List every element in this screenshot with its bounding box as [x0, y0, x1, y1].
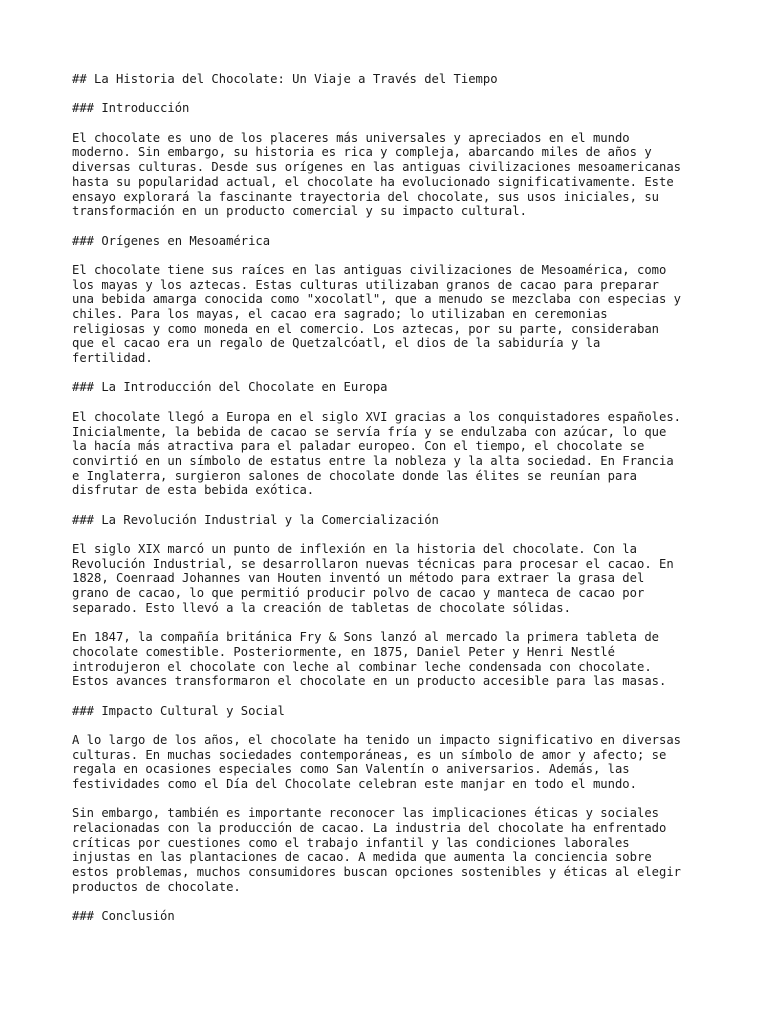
paragraph-line: Estos avances transformaron el chocolate en un producto accesible para las masas. — [72, 674, 667, 689]
paragraph-line: A lo largo de los años, el chocolate ha tenido un impacto significativo en diversas — [72, 732, 682, 747]
paragraph-line: fertilidad. — [72, 351, 153, 366]
body-paragraph — [72, 806, 712, 894]
paragraph-line: Inicialmente, la bebida de cacao se servía fría y se endulzaba con azúcar, lo que — [72, 424, 667, 439]
paragraph-line: Sin embargo, también es importante reconocer las implicaciones éticas y sociales — [72, 806, 659, 821]
paragraph-line: los mayas y los aztecas. Estas culturas utilizaban granos de cacao para preparar — [72, 277, 659, 292]
paragraph-line: productos de chocolate. — [72, 879, 241, 894]
section-heading — [72, 101, 712, 116]
paragraph-line: e Inglaterra, surgieron salones de chocolate donde las élites se reunían para — [72, 468, 637, 483]
paragraph-line: diversas culturas. Desde sus orígenes en las antiguas civilizaciones mesoamericanas — [72, 160, 682, 175]
section-heading — [72, 234, 712, 249]
heading-text: ## La Historia del Chocolate: Un Viaje a Través del Tiempo — [72, 72, 498, 86]
paragraph-line: que el cacao era un regalo de Quetzalcóatl, el dios de la sabiduría y la — [72, 336, 601, 351]
paragraph-line: injustas en las plantaciones de cacao. A medida que aumenta la conciencia sobre — [72, 850, 652, 865]
paragraph-line: culturas. En muchas sociedades contemporáneas, es un símbolo de amor y afecto; se — [72, 747, 667, 762]
paragraph-line: relacionadas con la producción de cacao. La industria del chocolate ha enfrentado — [72, 821, 667, 836]
paragraph-line: El chocolate llegó a Europa en el siglo XVI gracias a los conquistadores españoles. — [72, 409, 682, 424]
paragraph-line: una bebida amarga conocida como "xocolatl", que a menudo se mezclaba con especias y — [72, 292, 682, 307]
section-heading — [72, 72, 712, 87]
paragraph-line: El chocolate es uno de los placeres más universales y apreciados en el mundo — [72, 130, 630, 145]
heading-text: ### Conclusión — [72, 909, 175, 924]
paragraph-line: transformación en un producto comercial y su impacto cultural. — [72, 204, 527, 219]
paragraph-line: separado. Esto llevó a la creación de tabletas de chocolate sólidas. — [72, 600, 571, 615]
paragraph-line: regala en ocasiones especiales como San Valentín o aniversarios. Además, las — [72, 762, 630, 777]
body-paragraph — [72, 733, 712, 792]
paragraph-line: 1828, Coenraad Johannes van Houten inventó un método para extraer la grasa del — [72, 571, 645, 586]
section-heading — [72, 704, 712, 719]
paragraph-line: disfrutar de esta bebida exótica. — [72, 483, 315, 498]
body-paragraph — [72, 630, 712, 689]
heading-text: ### Introducción — [72, 101, 190, 116]
paragraph-line: la hacía más atractiva para el paladar europeo. Con el tiempo, el chocolate se — [72, 439, 645, 454]
paragraph-line: hasta su popularidad actual, el chocolate ha evolucionado significativamente. Este — [72, 174, 674, 189]
paragraph-line: En 1847, la compañía británica Fry & Sons lanzó al mercado la primera tableta de — [72, 630, 659, 645]
paragraph-line: grano de cacao, lo que permitió producir polvo de cacao y manteca de cacao por — [72, 586, 645, 601]
paragraph-line: estos problemas, muchos consumidores buscan opciones sostenibles y éticas al elegir — [72, 865, 682, 880]
section-heading — [72, 380, 712, 395]
heading-text: ### Impacto Cultural y Social — [72, 703, 285, 718]
body-paragraph — [72, 131, 712, 219]
heading-text: ### La Revolución Industrial y la Comercialización — [72, 512, 439, 527]
section-heading — [72, 909, 712, 924]
paragraph-line: religiosas y como moneda en el comercio. Los aztecas, por su parte, consideraban — [72, 321, 659, 336]
paragraph-line: convirtió en un símbolo de estatus entre la nobleza y la alta sociedad. En Francia — [72, 453, 674, 468]
body-paragraph — [72, 410, 712, 498]
document-page — [72, 72, 712, 939]
paragraph-line: Revolución Industrial, se desarrollaron nuevas técnicas para procesar el cacao. En — [72, 556, 674, 571]
paragraph-line: El siglo XIX marcó un punto de inflexión en la historia del chocolate. Con la — [72, 542, 637, 556]
paragraph-line: moderno. Sin embargo, su historia es rica y compleja, abarcando miles de años y — [72, 145, 652, 160]
heading-text: ### Orígenes en Mesoamérica — [72, 233, 271, 248]
body-paragraph — [72, 542, 712, 615]
paragraph-line: chiles. Para los mayas, el cacao era sagrado; lo utilizaban en ceremonias — [72, 307, 608, 321]
paragraph-line: críticas por cuestiones como el trabajo infantil y las condiciones laborales — [72, 835, 630, 850]
paragraph-line: ensayo explorará la fascinante trayectoria del chocolate, sus usos iniciales, su — [72, 189, 659, 204]
body-paragraph — [72, 263, 712, 366]
paragraph-line: festividades como el Día del Chocolate celebran este manjar en todo el mundo. — [72, 777, 637, 791]
section-heading — [72, 513, 712, 528]
paragraph-line: introdujeron el chocolate con leche al combinar leche condensada con chocolate. — [72, 659, 652, 674]
heading-text: ### La Introducción del Chocolate en Europa — [72, 380, 388, 395]
paragraph-line: El chocolate tiene sus raíces en las antiguas civilizaciones de Mesoamérica, como — [72, 262, 667, 277]
paragraph-line: chocolate comestible. Posteriormente, en 1875, Daniel Peter y Henri Nestlé — [72, 644, 615, 659]
